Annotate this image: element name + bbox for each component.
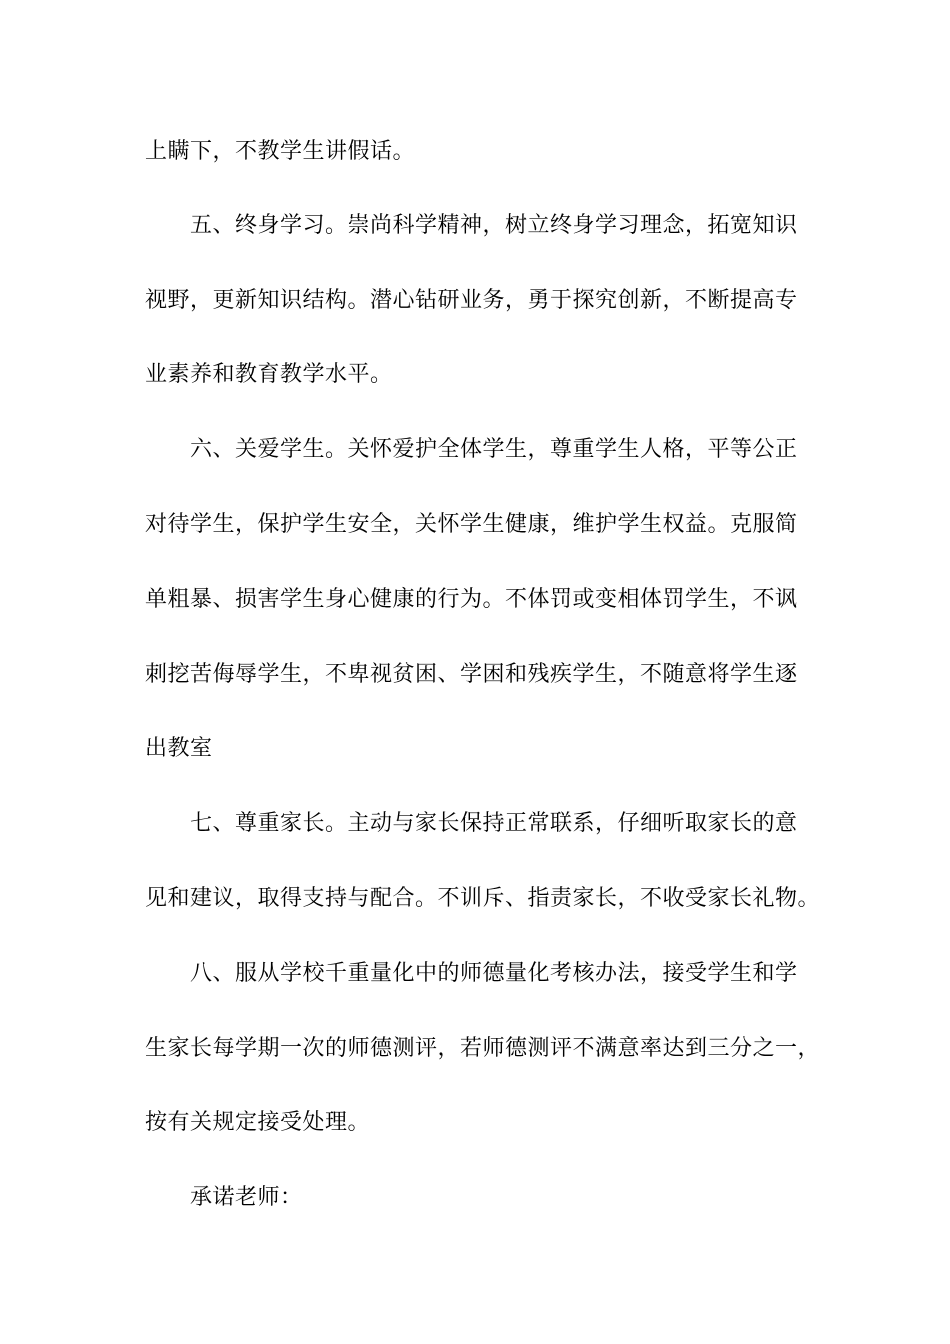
- text-line: 见和建议，取得支持与配合。不训斥、指责家长，不收受家长礼物。: [145, 886, 821, 911]
- text-line: 单粗暴、损害学生身心健康的行为。不体罚或变相体罚学生，不讽: [145, 587, 798, 612]
- text-line: 视野，更新知识结构。潜心钻研业务，勇于探究创新，不断提高专: [145, 288, 798, 313]
- signature-label: 承诺老师：: [190, 1185, 303, 1210]
- text-line: 按有关规定接受处理。: [145, 1110, 371, 1135]
- text-line: 对待学生，保护学生安全，关怀学生健康，维护学生权益。克服简: [145, 512, 798, 537]
- paragraph-six-line: 六、关爱学生。关怀爱护全体学生，尊重学生人格，平等公正: [190, 437, 798, 462]
- text-line: 上瞒下，不教学生讲假话。: [145, 139, 416, 164]
- text-line: 刺挖苦侮辱学生，不卑视贫困、学困和残疾学生，不随意将学生逐: [145, 662, 798, 687]
- text-line: 生家长每学期一次的师德测评，若师德测评不满意率达到三分之一，: [145, 1036, 821, 1061]
- text-line: 出教室: [145, 736, 213, 761]
- paragraph-seven-line: 七、尊重家长。主动与家长保持正常联系，仔细听取家长的意: [190, 811, 798, 836]
- paragraph-eight-line: 八、服从学校千重量化中的师德量化考核办法，接受学生和学: [190, 961, 798, 986]
- text-line: 业素养和教育教学水平。: [145, 362, 393, 387]
- paragraph-five-line: 五、终身学习。崇尚科学精神，树立终身学习理念，拓宽知识: [190, 213, 798, 238]
